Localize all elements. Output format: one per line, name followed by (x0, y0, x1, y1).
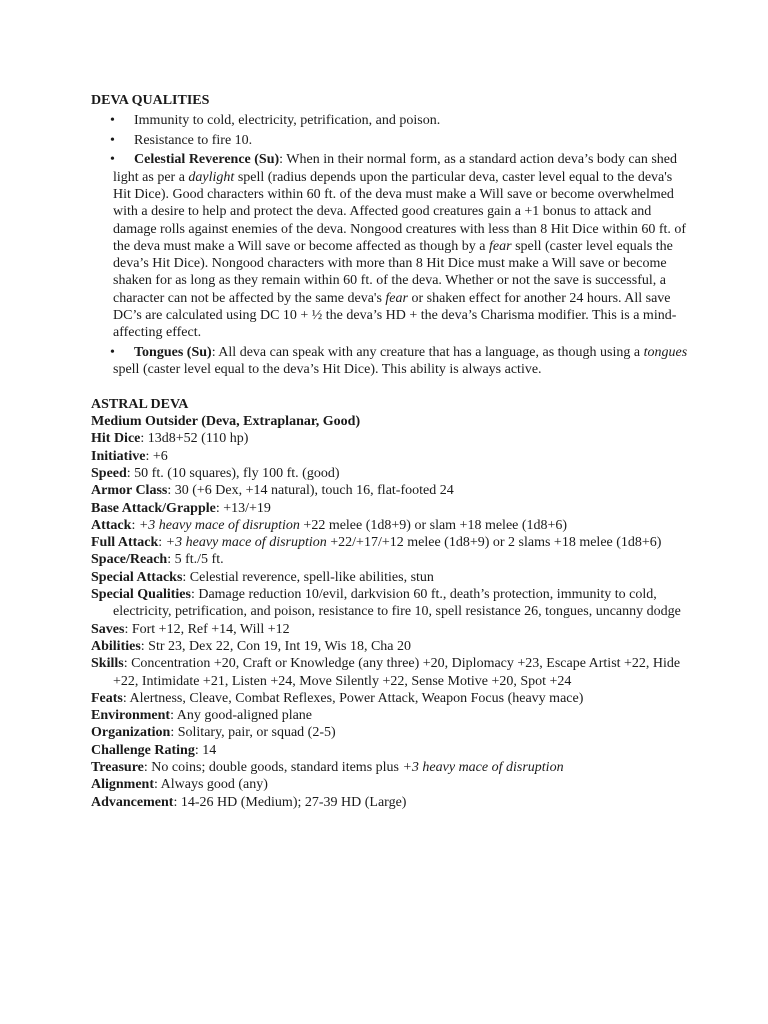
stat-initiative (91, 448, 691, 465)
stat-label: Challenge Rating (91, 742, 195, 758)
stat-value: : +13/+19 (215, 500, 271, 516)
stat-environment (91, 707, 691, 724)
stat-label: Advancement (91, 794, 174, 810)
quality-body: spell (caster level equals the deva’s Hit Dice). Nongood characters with more than 8 Hit Dice must make a Will save or become shaken for as long as they remain within 60 ft. of the deva. Whether or not the save is successful, a character can not be affected by the same deva's (113, 238, 673, 306)
stat-advancement (91, 794, 691, 811)
stat-label: Speed (91, 465, 127, 481)
stat-value: : Fort +12, Ref +14, Will +12 (124, 621, 290, 637)
quality-text (113, 344, 691, 379)
stat-organization (91, 724, 691, 741)
quality-label: Celestial Reverence (Su) (134, 152, 280, 168)
stat-sep: : (131, 517, 139, 533)
spell-name: fear (489, 238, 512, 254)
stat-value: : 13d8+52 (110 hp) (140, 431, 249, 447)
stat-speed (91, 465, 691, 482)
section-gap (91, 379, 691, 396)
stat-label: Saves (91, 621, 125, 637)
stat-value: : 14-26 HD (Medium); 27-39 HD (Large) (173, 794, 407, 810)
stat-base-attack (91, 500, 691, 517)
quality-body: : When in their normal form, as a standard action deva’s body can shed light as per a (113, 152, 677, 185)
weapon-name: +3 heavy mace of disruption (165, 535, 327, 551)
stat-value: : +6 (145, 448, 168, 464)
stat-value: : 14 (194, 742, 217, 758)
stat-label: Organization (91, 725, 171, 741)
stat-value: : Concentration +20, Craft or Knowledge (any three) +20, Diplomacy +23, Escape Artist +22, Hide +22, Intimidate +21, Listen +24, Move Silently +22, Sense Motive +20, Spot +24 (113, 656, 681, 689)
stat-label: Base Attack/Grapple (91, 500, 216, 516)
creature-type-line: Medium Outsider (Deva, Extraplanar, Good) (91, 414, 361, 430)
stat-label: Feats (91, 690, 123, 706)
stat-label: Special Attacks (91, 569, 183, 585)
stat-value: +22 melee (1d8+9) or slam +18 melee (1d8+6) (299, 517, 568, 533)
stat-value: : Damage reduction 10/evil, darkvision 60 ft., death’s protection, immunity to cold, electricity, petrification, and poison, resistance to fire 10, spell resistance 26, tongues, uncanny dodge (113, 587, 681, 620)
stat-label: Space/Reach (91, 552, 168, 568)
stat-skills (91, 655, 691, 690)
stat-label: Environment (91, 708, 171, 724)
quality-body: spell (radius depends upon the particular deva, caster level equal to the deva's Hit Dice). Good characters within 60 ft. of the deva must make a Will save or become overwhelmed with a desire to help and protect the deva. Affected good creatures gain a +1 bonus to attack and damage rolls against enemies of the deva. Nongood creatures with less than 8 Hit Dice within 60 ft. of the deva must make a Will save or become affected as though by a (113, 169, 687, 254)
stat-value: : 50 ft. (10 squares), fly 100 ft. (good) (126, 465, 340, 481)
stat-attack (91, 517, 691, 534)
quality-body: or shaken effect for another 24 hours. All save DC’s are calculated using DC 10 + ½ the deva’s HD + the deva’s Charisma modifier. This is a mind-affecting effect. (113, 290, 677, 341)
stat-special-attacks (91, 569, 691, 586)
spell-name: daylight (188, 169, 235, 185)
stat-label: Attack (91, 517, 132, 533)
stat-sep: : (158, 535, 166, 551)
stat-label: Hit Dice (91, 431, 141, 447)
list-item (110, 344, 691, 379)
stat-saves (91, 621, 691, 638)
deva-qualities-heading: DEVA QUALITIES (91, 93, 210, 108)
stat-value: : 5 ft./5 ft. (167, 552, 224, 568)
stat-challenge-rating (91, 742, 691, 759)
document-page (91, 92, 691, 811)
quality-text: Immunity to cold, electricity, petrification, and poison. (134, 112, 441, 128)
stat-treasure (91, 759, 691, 776)
spell-name: tongues (643, 345, 688, 361)
spell-name: fear (385, 290, 408, 306)
stat-value: +22/+17/+12 melee (1d8+9) or 2 slams +18 melee (1d8+6) (326, 535, 662, 551)
stat-value: : Solitary, pair, or squad (2-5) (170, 725, 336, 741)
bullet-icon: • (110, 112, 115, 128)
quality-body: : All deva can speak with any creature that has a language, as though using a (211, 345, 644, 361)
quality-body: spell (caster level equal to the deva’s Hit Dice). This ability is always active. (113, 362, 542, 378)
stat-special-qualities (91, 586, 691, 621)
stat-label: Full Attack (91, 535, 159, 551)
stat-value: : Any good-aligned plane (170, 708, 313, 724)
bullet-icon: • (110, 132, 115, 148)
stat-space-reach (91, 551, 691, 568)
stat-label: Initiative (91, 448, 146, 464)
stat-full-attack (91, 534, 691, 551)
quality-label: Tongues (Su) (134, 345, 212, 361)
stat-value: : Always good (any) (154, 777, 268, 793)
stat-value: : Celestial reverence, spell-like abilities, stun (182, 569, 434, 585)
stat-label: Armor Class (91, 483, 168, 499)
stat-hit-dice (91, 430, 691, 447)
list-item (110, 151, 691, 341)
quality-text (113, 151, 691, 341)
list-item (110, 132, 691, 149)
astral-deva-heading: ASTRAL DEVA (91, 396, 189, 412)
weapon-name: +3 heavy mace of disruption (402, 759, 564, 775)
bullet-icon: • (110, 152, 115, 168)
stat-value: : Alertness, Cleave, Combat Reflexes, Power Attack, Weapon Focus (heavy mace) (122, 690, 584, 706)
stat-armor-class (91, 482, 691, 499)
stat-value: : Str 23, Dex 22, Con 19, Int 19, Wis 18, Cha 20 (140, 638, 412, 654)
stat-label: Skills (91, 656, 124, 672)
list-item (110, 112, 691, 129)
stat-alignment (91, 776, 691, 793)
stat-abilities (91, 638, 691, 655)
deva-qualities-list (91, 112, 691, 379)
weapon-name: +3 heavy mace of disruption (138, 517, 300, 533)
stat-value: : 30 (+6 Dex, +14 natural), touch 16, flat-footed 24 (167, 483, 454, 499)
stat-label: Treasure (91, 759, 144, 775)
stat-value: : No coins; double goods, standard items plus (143, 759, 403, 775)
stat-label: Abilities (91, 638, 141, 654)
quality-text: Resistance to fire 10. (134, 132, 253, 148)
stat-feats (91, 690, 691, 707)
stat-label: Special Qualities (91, 587, 191, 603)
stat-label: Alignment (91, 777, 154, 793)
bullet-icon: • (110, 345, 115, 361)
